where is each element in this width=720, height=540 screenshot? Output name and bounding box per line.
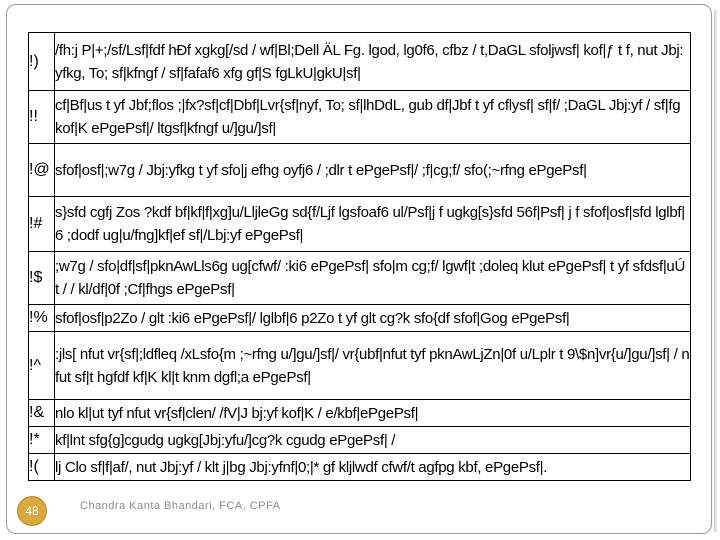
table-row — [29, 91, 691, 144]
table-row — [29, 33, 691, 91]
row-text: cf|Bf|us t yf Jbf;flos ;|fx?sf|cf|Dbf|Lvr{sf|nyf, To; sf|lhDdL, gub df|Jbf t yf cflysf| sf|f/ ;DaGL Jbj:yf / sf|fg kof|K ePgePsf|/ ltgsf|kfngf u/]gu/]sf| — [55, 91, 691, 144]
row-text: kf|lnt sfg{g]cgudg ugkg[Jbj:yfu/]cg?k cgudg ePgePsf| / — [55, 427, 691, 454]
row-text: sfof|osf|p2Zo / glt :ki6 ePgePsf|/ lglbf|6 p2Zo t yf glt cg?k sfo{df sfof|Gog ePgePsf| — [55, 305, 691, 332]
table-row — [29, 305, 691, 332]
table-row — [29, 144, 691, 197]
row-number: !@ — [29, 144, 55, 197]
frame-shadow — [714, 10, 718, 532]
checklist-table — [28, 32, 691, 481]
table-row — [29, 454, 691, 481]
row-text: ;w7g / sfo|df|sf|pknAwLls6g ug[cfwf/ :ki6 ePgePsf| sfo|m cg;f/ lgwf|t ;doleq klut ePgePsf| t yf sfdsf|uÚ t / / kl/df|0f ;Cf|fhgs ePgePsf| — [55, 252, 691, 305]
page-number-badge — [17, 496, 47, 526]
table-row — [29, 332, 691, 400]
row-number: !^ — [29, 332, 55, 400]
row-text: sfof|osf|;w7g / Jbj:yfkg t yf sfo|j efhg oyfj6 / ;dlr t ePgePsf|/ ;f|cg;f/ sfo(;~rfng ePgePsf| — [55, 144, 691, 197]
row-text: /fh:j P|+;/sf/Lsf|fdf hÐf xgkg[/sd / wf|Bl;Dell ÄL Fg. lgod, lg0f6, cfbz / t,DaGL sfoljwsf| kof|ƒ t f, nut Jbj:yfkg, To; sf|kfngf / sf|fafaf6 xfg gf|S fgLkU|gkU|sf| — [55, 33, 691, 91]
row-number: !& — [29, 400, 55, 427]
row-number: !( — [29, 454, 55, 481]
row-number: !# — [29, 197, 55, 252]
row-text: :jls[ nfut vr{sf|;ldfleq /xLsfo{m ;~rfng u/]gu/]sf|/ vr{ubf|nfut tyf pknAwLjZn|0f u/Lplr t 9\$n]vr{u/]gu/]sf| / nfut sf|t hgfdf kf|K kl|t knm dgfl;a ePgePsf| — [55, 332, 691, 400]
row-number: !! — [29, 91, 55, 144]
row-text: lj Clo sf|f|af/, nut Jbj:yf / klt j|bg Jbj:yfnf|0;|* gf kljlwdf cfwf/t agfpg kbf, ePgePsf|. — [55, 454, 691, 481]
table-row — [29, 197, 691, 252]
footer-author: Chandra Kanta Bhandari, FCA, CPFA — [80, 500, 281, 512]
page-number: 48 — [25, 504, 39, 518]
row-text: s}sfd cgfj Zos ?kdf bf|kf|f|xg]u/LljleGg sd{f/Ljf lgsfoaf6 ul/Psf|j f ugkg[s}sfd 56f|Psf| j f sfof|osf|sfd lglbf|6 ;dodf ug|u/fng]kf|ef sf|/Lbj:yf ePgePsf| — [55, 197, 691, 252]
row-number: !* — [29, 427, 55, 454]
table-row — [29, 252, 691, 305]
row-number: !% — [29, 305, 55, 332]
table-row — [29, 427, 691, 454]
row-text: nlo kl|ut tyf nfut vr{sf|clen/ /fV|J bj:yf kof|K / e/kbf|ePgePsf| — [55, 400, 691, 427]
table-row — [29, 400, 691, 427]
row-number: !$ — [29, 252, 55, 305]
row-number: !) — [29, 33, 55, 91]
